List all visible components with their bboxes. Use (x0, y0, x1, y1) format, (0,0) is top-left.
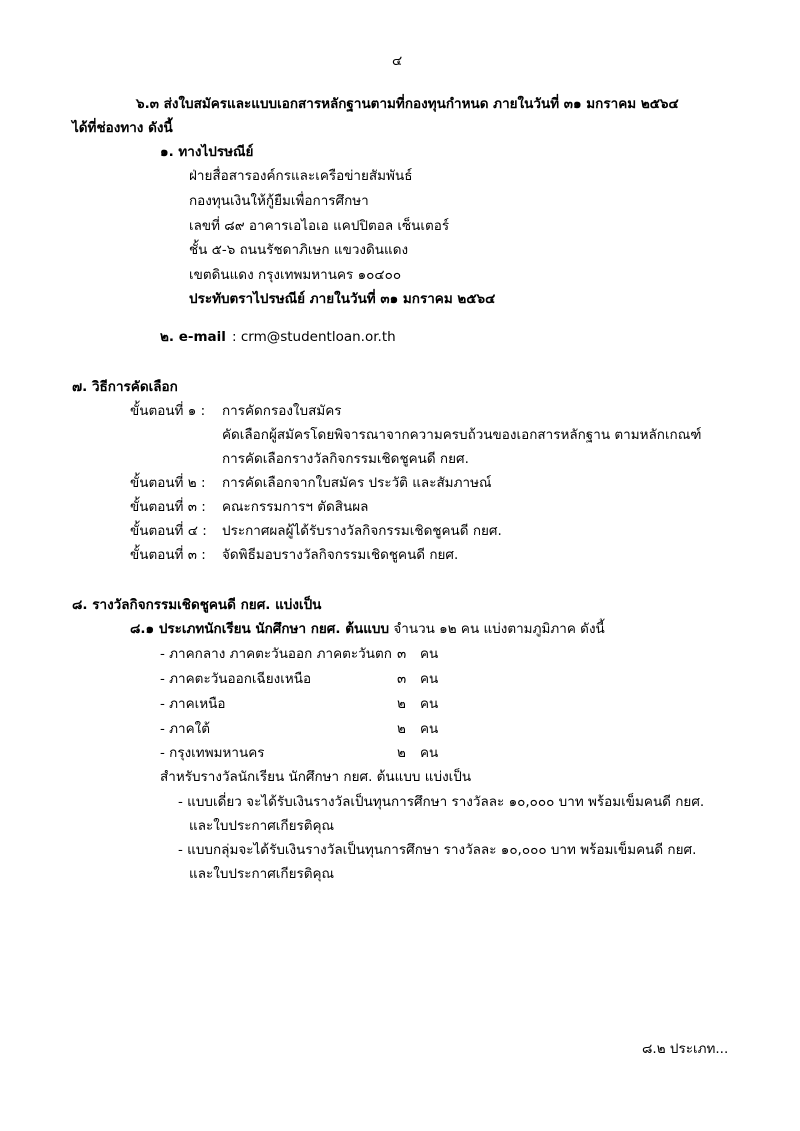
region-unit: คน (420, 721, 439, 737)
region-name: - ภาคตะวันออกเฉียงเหนือ (160, 671, 312, 687)
award-single-cont: และใบประกาศเกียรติคุณ (189, 818, 335, 834)
address-line: เขตดินแดง กรุงเทพมหานคร ๑๐๔๐๐ (189, 267, 402, 283)
postmark-deadline: ประทับตราไปรษณีย์ ภายในวันที่ ๓๑ มกราคม ๒๕๖๔ (189, 291, 496, 307)
region-name: - กรุงเทพมหานคร (160, 745, 265, 761)
step-text: คณะกรรมการฯ ตัดสินผล (222, 499, 369, 515)
step-label: ขั้นตอนที่ ๔ : (130, 523, 207, 539)
email-value[interactable]: : crm@studentloan.or.th (232, 329, 396, 345)
sec8-heading: ๘. รางวัลกิจกรรมเชิดชูคนดี กยศ. แบ่งเป็น (72, 597, 322, 613)
award-single: - แบบเดี่ยว จะได้รับเงินรางวัลเป็นทุนการศึกษา รางวัลละ ๑๐,๐๐๐ บาท พร้อมเข็มคนดี กยศ. (178, 794, 705, 810)
sec6-line1: ๖.๓ ส่งใบสมัครและแบบเอกสารหลักฐานตามที่กองทุนกำหนด ภายในวันที่ ๓๑ มกราคม ๒๕๖๔ (136, 96, 679, 112)
region-name: - ภาคใต้ (160, 721, 211, 737)
step-text: การคัดกรองใบสมัคร (222, 403, 342, 419)
sec8-1-title: ๘.๑ ประเภทนักเรียน นักศึกษา กยศ. ต้นแบบ (130, 621, 390, 637)
region-unit: คน (420, 696, 439, 712)
step1-detail: คัดเลือกผู้สมัครโดยพิจารณาจากความครบถ้วนของเอกสารหลักฐาน ตามหลักเกณฑ์ (222, 427, 702, 443)
next-page-hint: ๘.๒ ประเภท... (642, 1041, 729, 1057)
step-label: ขั้นตอนที่ ๒ : (130, 475, 206, 491)
sec6-line2: ได้ที่ช่องทาง ดังนี้ (72, 120, 173, 136)
region-count: ๒ (397, 721, 406, 737)
address-line: ชั้น ๕-๖ ถนนรัชดาภิเษก แขวงดินแดง (189, 242, 409, 258)
region-name: - ภาคเหนือ (160, 696, 226, 712)
step-text: การคัดเลือกจากใบสมัคร ประวัติ และสัมภาษณ์ (222, 475, 492, 491)
award-group-cont: และใบประกาศเกียรติคุณ (189, 866, 335, 882)
step-label: ขั้นตอนที่ ๓ : (130, 499, 206, 515)
sec7-heading: ๗. วิธีการคัดเลือก (72, 379, 178, 395)
page-number: ๔ (392, 53, 403, 69)
sec8-1-line (130, 620, 605, 638)
address-line: ฝ่ายสื่อสารองค์กรและเครือข่ายสัมพันธ์ (189, 168, 413, 184)
email-label: ๒. e-mail (160, 329, 226, 345)
step-label: ขั้นตอนที่ ๑ : (130, 403, 206, 419)
step-text: จัดพิธีมอบรางวัลกิจกรรมเชิดชูคนดี กยศ. (222, 547, 459, 563)
region-unit: คน (420, 671, 439, 687)
address-line: กองทุนเงินให้กู้ยืมเพื่อการศึกษา (189, 193, 369, 209)
address-line: เลขที่ ๘๙ อาคารเอไอเอ แคปปิตอล เซ็นเตอร์ (189, 218, 450, 234)
region-unit: คน (420, 646, 439, 662)
award-group: - แบบกลุ่มจะได้รับเงินรางวัลเป็นทุนการศึกษา รางวัลละ ๑๐,๐๐๐ บาท พร้อมเข็มคนดี กยศ. (178, 842, 697, 858)
region-count: ๓ (397, 671, 407, 687)
award-intro: สำหรับรางวัลนักเรียน นักศึกษา กยศ. ต้นแบบ แบ่งเป็น (160, 769, 472, 785)
region-count: ๒ (397, 696, 406, 712)
sec8-1-rest: จำนวน ๑๒ คน แบ่งตามภูมิภาค ดังนี้ (393, 621, 605, 637)
region-unit: คน (420, 745, 439, 761)
region-name: - ภาคกลาง ภาคตะวันออก ภาคตะวันตก (160, 646, 392, 662)
step-label: ขั้นตอนที่ ๓ : (130, 547, 206, 563)
post-heading: ๑. ทางไปรษณีย์ (160, 144, 254, 160)
step-text: ประกาศผลผู้ได้รับรางวัลกิจกรรมเชิดชูคนดี กยศ. (222, 523, 502, 539)
region-count: ๒ (397, 745, 406, 761)
region-count: ๓ (397, 646, 407, 662)
step1-detail: การคัดเลือกรางวัลกิจกรรมเชิดชูคนดี กยศ. (222, 451, 469, 467)
